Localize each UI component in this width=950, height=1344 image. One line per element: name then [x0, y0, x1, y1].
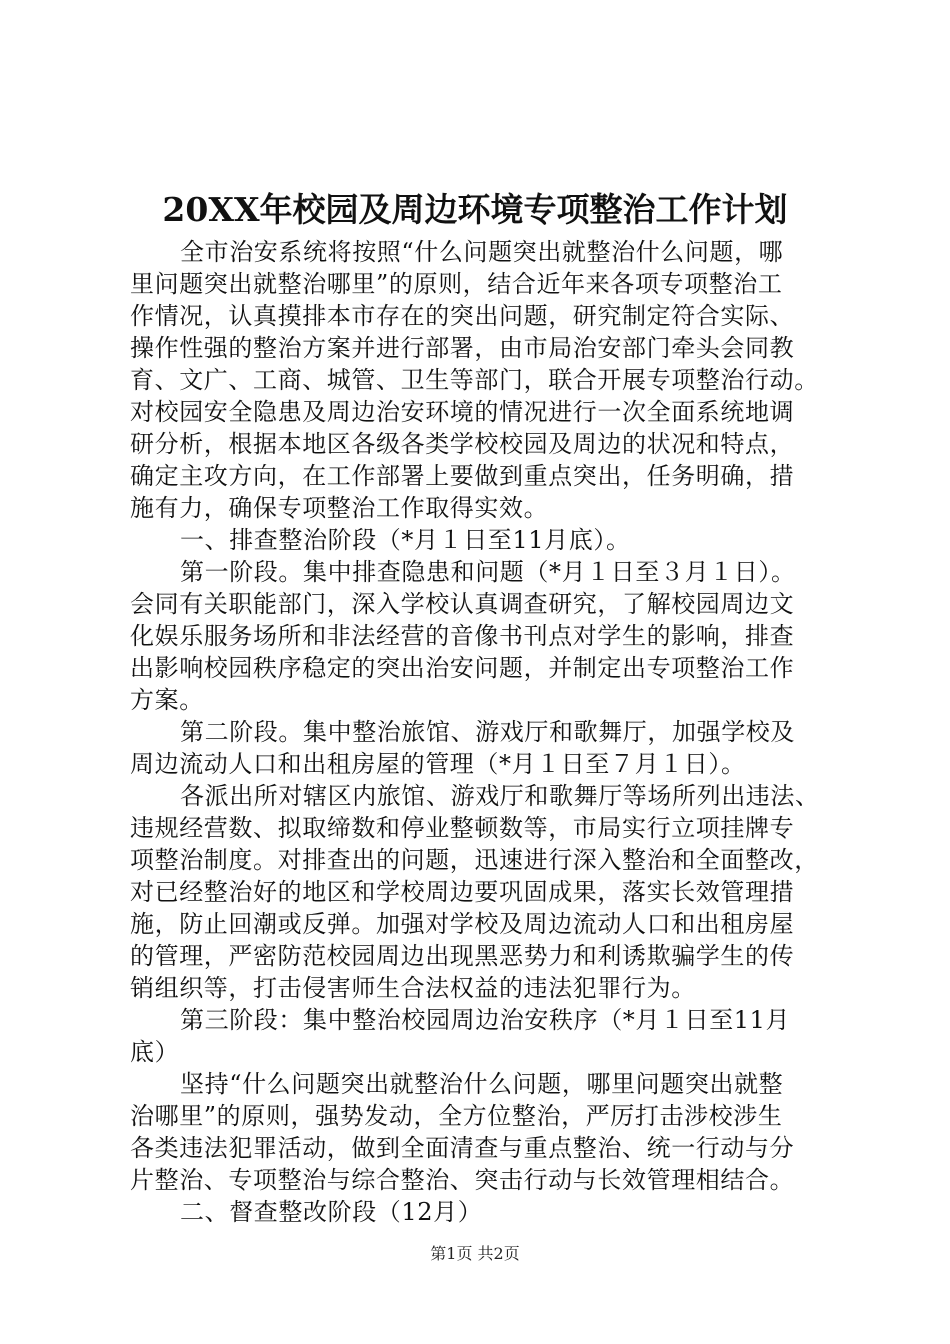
- section-heading: 一、排查整治阶段（*月１日至11月底）。: [180, 526, 631, 554]
- text-line: 底）: [130, 1038, 180, 1066]
- text-line: 对已经整治好的地区和学校周边要巩固成果，落实长效管理措: [130, 878, 795, 906]
- text-line: 周边流动人口和出租房屋的管理（*月１日至７月１日）。: [130, 750, 746, 778]
- text-line: 施有力，确保专项整治工作取得实效。: [130, 494, 549, 522]
- text-line: 方案。: [130, 686, 204, 714]
- text-line: 操作性强的整治方案并进行部署，由市局治安部门牵头会同教: [130, 334, 795, 362]
- text-line: 违规经营数、拟取缔数和停业整顿数等，市局实行立项挂牌专: [130, 814, 795, 842]
- text-line: 作情况，认真摸排本市存在的突出问题，研究制定符合实际、: [130, 302, 795, 330]
- text-line: 研分析，根据本地区各级各类学校校园及周边的状况和特点，: [130, 430, 795, 458]
- text-line: 对校园安全隐患及周边治安环境的情况进行一次全面系统地调: [130, 398, 795, 426]
- text-line: 化娱乐服务场所和非法经营的音像书刊点对学生的影响，排查: [130, 622, 795, 650]
- text-line: 坚持“什么问题突出就整治什么问题，哪里问题突出就整: [180, 1070, 784, 1098]
- text-line: 第三阶段：集中整治校园周边治安秩序（*月１日至11月: [180, 1006, 791, 1034]
- text-line: 出影响校园秩序稳定的突出治安问题，并制定出专项整治工作: [130, 654, 795, 682]
- text-line: 全市治安系统将按照“什么问题突出就整治什么问题，哪: [180, 238, 784, 266]
- text-line: 各类违法犯罪活动，做到全面清查与重点整治、统一行动与分: [130, 1134, 795, 1162]
- text-line: 销组织等，打击侵害师生合法权益的违法犯罪行为。: [130, 974, 696, 1002]
- text-line: 治哪里”的原则，强势发动，全方位整治，严厉打击涉校涉生: [130, 1102, 783, 1130]
- text-line: 项整治制度。对排查出的问题，迅速进行深入整治和全面整改，: [130, 846, 819, 874]
- document-title: 20XX年校园及周边环境专项整治工作计划: [162, 190, 788, 229]
- text-line: 施，防止回潮或反弹。加强对学校及周边流动人口和出租房屋: [130, 910, 795, 938]
- section-heading: 二、督查整改阶段（12月）: [180, 1198, 483, 1226]
- document-body: [130, 236, 842, 1228]
- text-line: 第一阶段。集中排查隐患和问题（*月１日至３月１日）。: [180, 558, 796, 586]
- text-line: 第二阶段。集中整治旅馆、游戏厅和歌舞厅，加强学校及: [180, 718, 795, 746]
- text-line: 片整治、专项整治与综合整治、突击行动与长效管理相结合。: [130, 1166, 795, 1194]
- text-line: 育、文广、工商、城管、卫生等部门，联合开展专项整治行动。: [130, 366, 819, 394]
- page-number-footer: 第1页 共2页: [430, 1244, 520, 1263]
- text-line: 各派出所对辖区内旅馆、游戏厅和歌舞厅等场所列出违法、: [180, 782, 820, 810]
- text-line: 确定主攻方向，在工作部署上要做到重点突出，任务明确，措: [130, 462, 795, 490]
- text-line: 的管理，严密防范校园周边出现黑恶势力和利诱欺骗学生的传: [130, 942, 795, 970]
- text-line: 里问题突出就整治哪里”的原则，结合近年来各项专项整治工: [130, 270, 783, 298]
- text-line: 会同有关职能部门，深入学校认真调查研究，了解校园周边文: [130, 590, 795, 618]
